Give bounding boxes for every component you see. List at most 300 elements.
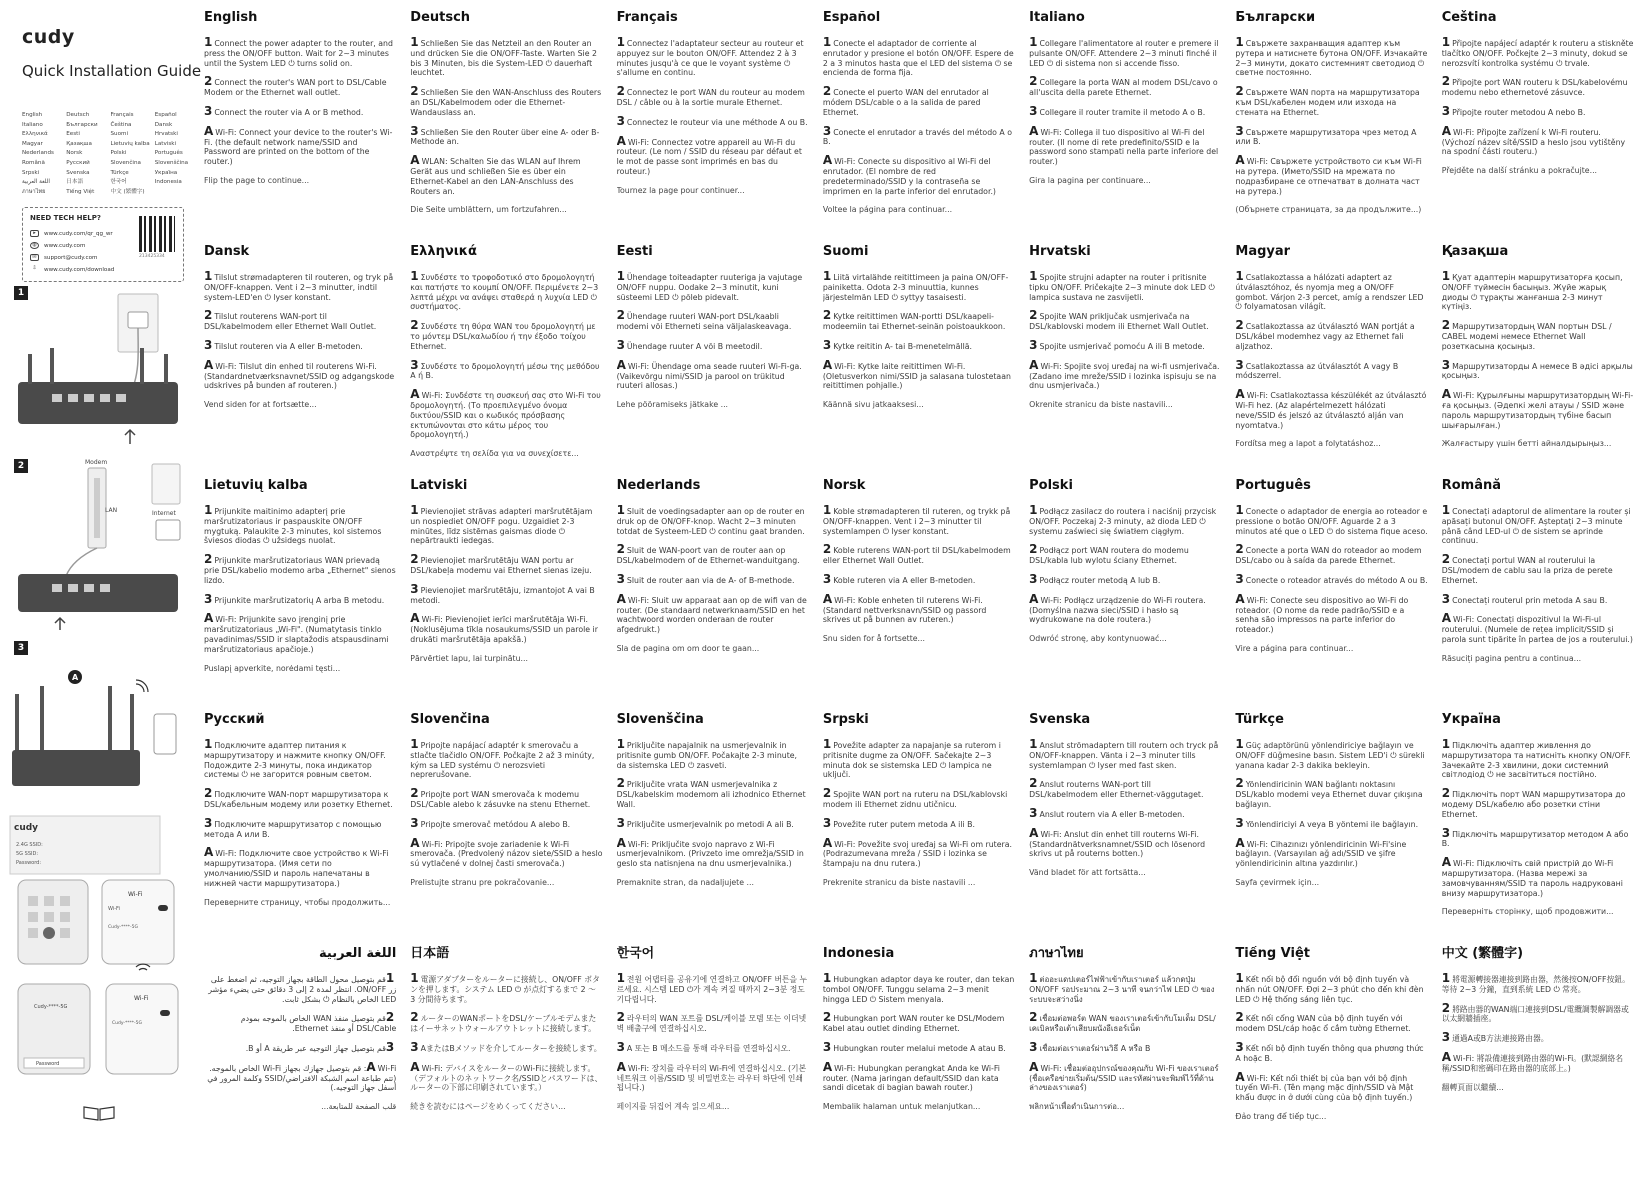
instruction-step [1441, 357, 1634, 382]
language-heading: Български [1235, 10, 1316, 25]
language-section [204, 946, 396, 1180]
instruction-step [616, 542, 809, 566]
step-marker: 3 [1441, 591, 1451, 606]
step-text: Pievienojiet maršrutētāju, izmantojot A vai B metodi. [410, 585, 595, 605]
language-heading: Čeština [1441, 10, 1497, 25]
language-section [617, 712, 809, 946]
instruction-step [410, 611, 602, 644]
step-text: Wi-Fi: 장치를 라우터의 Wi-Fi에 연결하십시오. (기본 네트워크 이름/SSID 및 비밀번호는 라우터 하단에 인쇄됩니다.) [616, 1063, 807, 1093]
instruction-step [410, 1039, 602, 1054]
step-text: Wi-Fi: Connect your device to the router's Wi-Fi. (the default network name/SSID and Password are printed on the bottom of the router.) [204, 127, 393, 167]
language-index-item: Polski [110, 150, 127, 157]
language-section [1029, 10, 1221, 244]
step-text: Wi-Fi: Sluit uw apparaat aan op de wifi van de router. (De standaard netwerknaam/SSID en het wachtwoord worden onderaan de router afgedrukt.) [616, 595, 807, 635]
language-heading: Svenska [1029, 712, 1091, 727]
step-text: Wi-Fi: Pripojte svoje zariadenie k Wi-Fi smerovača. (Predvolený názov siete/SSID a heslo sú vytlačené v dolnej časti smerovača.) [410, 839, 603, 869]
step-text: Pripojte port WAN smerovača k modemu DSL/Cable alebo k zásuvke na stenu Ethernet. [410, 790, 591, 809]
language-index-item: Norsk [66, 150, 83, 157]
instruction-step [616, 776, 809, 809]
step-text: Kết nối bộ đổi nguồn với bộ định tuyến và nhấn nút ON/OFF. Đợi 2~3 phút cho đến khi đèn LED ⏻ Hệ thống sáng liên tục. [1235, 975, 1424, 1004]
language-section [823, 244, 1015, 478]
instruction-step [410, 737, 602, 780]
step-number: 2 [14, 459, 28, 473]
step-text: Conecte el adaptador de corriente al enrutador y presione el botón ON/OFF. Espere de 2 a 3 minutos hasta que el LED del sistema ⏻ se encienda de forma fija. [822, 39, 1014, 78]
instruction-step [204, 737, 396, 780]
language-heading: Latviski [410, 478, 468, 493]
step-marker: 2 [410, 84, 419, 99]
step-marker: 1 [1029, 35, 1038, 49]
language-index-item: Русский [66, 159, 90, 166]
step-text: Wi-Fi: Priključite svojo napravo z Wi-Fi usmerjevalnikom. (Privzeto ime omrežja/SSID in geslo sta natisnjena na dnu usmerjevalnika.) [616, 839, 804, 869]
instruction-step [822, 308, 1015, 332]
continue-note: Lehe pööramiseks jätkake ... [616, 400, 729, 410]
step-text: Schließen Sie den Router über eine A- oder B-Methode an. [410, 127, 600, 147]
instruction-step [616, 308, 809, 332]
instruction-step [1441, 1030, 1634, 1045]
language-section [617, 10, 809, 244]
step-text: Collegare la porta WAN al modem DSL/cavo o all'uscita della parete Ethernet. [1029, 78, 1218, 98]
step-marker: 1 [204, 737, 213, 751]
step-marker: 2 [822, 786, 832, 801]
instruction-step [410, 971, 602, 1004]
step-marker: 1 [822, 971, 832, 985]
language-index-item: اللغة العربية [22, 179, 50, 186]
continue-note: 翻轉頁面以繼續... [1441, 1082, 1504, 1092]
step-text: Schließen Sie den WAN-Anschluss des Routers an DSL/Kabelmodem oder die Ethernet-Wandauslass an. [410, 88, 602, 117]
step-marker: 1 [616, 35, 625, 49]
step-marker: 1 [616, 737, 625, 751]
instruction-step [822, 542, 1015, 566]
instruction-step [616, 357, 809, 391]
step-marker: 2 [1029, 1010, 1038, 1025]
language-section [1442, 478, 1634, 712]
language-heading: Dansk [204, 244, 250, 259]
step-marker: 3 [1029, 1039, 1038, 1054]
language-index-item: Қазақша [66, 140, 92, 147]
instruction-step [204, 1059, 397, 1093]
step-marker: 2 [616, 1010, 625, 1025]
step-marker: A [1441, 1049, 1451, 1064]
language-section [410, 10, 602, 244]
step-text: Подключите WAN-порт маршрутизатора к DSL/кабельным модему или розетку Ethernet. [204, 790, 393, 809]
step-marker: A [1235, 1069, 1245, 1084]
instruction-step [1441, 318, 1634, 351]
step-text: Connect the router's WAN port to DSL/Cable Modem or the Ethernet wall outlet. [204, 78, 387, 98]
language-index-item: Italiano [22, 121, 43, 128]
instruction-step [204, 35, 396, 68]
step-marker: 3 [385, 1039, 395, 1054]
language-section [204, 712, 396, 946]
language-heading: 中文 (繁體字) [1441, 946, 1524, 961]
continue-note: Odwróć stronę, aby kontynuować... [1029, 634, 1167, 644]
label-ssid-24: 2.4G SSID: [16, 842, 43, 848]
step-text: Spojite WAN priključak usmjerivača na DSL/kablovski modem ili Ethernet Wall Outlet. [1029, 312, 1209, 332]
step-marker: A [1235, 835, 1245, 850]
step-text: Priključite napajalnik na usmerjevalnik in pritisnite gumb ON/OFF. Počakajte 2-3 minute, da sistemska LED ⏻ zasveti. [616, 741, 798, 770]
instruction-step [1029, 308, 1221, 332]
step-text: AまたはBメソッドを介してルーターを接続します。 [420, 1043, 602, 1053]
step-marker: 2 [1441, 552, 1451, 567]
step-marker: 2 [410, 318, 419, 333]
cudy-logo: cudy [22, 26, 75, 48]
language-section [617, 244, 809, 478]
instruction-step [1441, 387, 1634, 430]
language-heading: Magyar [1235, 244, 1291, 259]
continue-note: Die Seite umblättern, um fortzufahren... [410, 205, 567, 215]
step-marker: 3 [410, 815, 419, 830]
instruction-step [410, 153, 602, 196]
instruction-step [1029, 591, 1221, 625]
step-marker: 1 [1029, 269, 1038, 283]
language-section [1029, 712, 1221, 946]
step-marker: 3 [1029, 103, 1038, 118]
instruction-step [616, 971, 809, 1004]
step-text: Wi-Fi: Prijunkite savo įrenginį prie maršrutizatoriaus „Wi-Fi". (Numatytasis tinklo pavadinimas/SSID ir slaptažodis atspausdinami maršrutizatoriaus apačioje.) [204, 615, 389, 654]
step-marker: 2 [385, 1010, 395, 1025]
language-section [1235, 244, 1427, 478]
instruction-step [616, 133, 809, 177]
language-index-item: Latviski [154, 140, 177, 147]
step-text: Collegare il router tramite il metodo A o B. [1039, 107, 1206, 117]
language-index-item: Srpski [22, 169, 40, 176]
step-text: Підключіть адаптер живлення до маршрутизатора та натисніть кнопку ON/OFF. Зачекайте 2-3 хвилини, доки системний світлодіод ⏻ не засвітиться постійно. [1441, 741, 1631, 780]
instruction-step [1235, 153, 1427, 196]
step-text: 通過A或B方法連接路由器。 [1452, 1034, 1549, 1044]
step-text: Pievienojiet strāvas adapteri maršrutētājam un nospiediet ON/OFF pogu. Uzgaidiet 2-3 minūtes, līdz sistēmas gaismas diode ⏻ nepārtraukti iedegas. [410, 507, 593, 546]
step-marker: 2 [204, 74, 213, 89]
step-text: Hubungkan adaptor daya ke router, dan tekan tombol ON/OFF. Tunggu selama 2~3 menit hingga LED ⏻ Sistem menyala. [822, 975, 1015, 1004]
language-section [204, 478, 396, 712]
step-marker: 3 [616, 571, 625, 586]
step-marker: 1 [410, 971, 419, 985]
instruction-step [204, 815, 396, 840]
language-heading: Indonesia [822, 946, 895, 961]
step-text: 라우터의 WAN 포트를 DSL/케이블 모뎀 또는 이더넷 벽 배출구에 연결하십시오. [616, 1014, 807, 1034]
step-marker: 3 [410, 357, 419, 372]
step-text: Wi-Fi: Cihazınızı yönlendiricinin Wi-Fi'sine bağlayın. (Varsayılan ağ adı/SSID ve şifre yönlendiricinin altına yazdırılır.) [1235, 839, 1407, 869]
step-text: Conecte el enrutador a través del método A o B. [822, 127, 1012, 147]
step-text: Připojte router metodou A nebo B. [1452, 107, 1586, 117]
guide-title: Quick Installation Guide [22, 62, 202, 80]
step-text: Podłącz port WAN routera do modemu DSL/kabla lub wylotu ściany Ethernet. [1029, 546, 1189, 566]
step-text: 電源アダプターをルーターに接続し、ON/OFF ボタンを押します。システム LED ⏻ が点灯するまで 2 ～ 3 分間待ちます。 [410, 975, 600, 1004]
language-index-item: Türkçe [110, 169, 129, 176]
step-marker: 3 [204, 591, 213, 606]
step-marker: 3 [822, 1039, 832, 1054]
language-section [1442, 946, 1634, 1180]
instruction-step [1235, 815, 1427, 830]
language-heading: Tiếng Việt [1235, 946, 1310, 961]
step-marker: 2 [1029, 776, 1038, 791]
instruction-step [1029, 971, 1221, 1004]
language-index-item: Français [110, 112, 134, 118]
instruction-step [204, 503, 396, 546]
instruction-step [1441, 971, 1634, 995]
step-marker: 2 [822, 308, 832, 323]
instruction-step [1235, 1010, 1427, 1034]
instruction-step [204, 786, 396, 810]
step-marker: 1 [410, 503, 419, 517]
tech-link-row[interactable]: ✉ support@cudy.com [30, 254, 97, 261]
language-heading: Slovenščina [616, 712, 704, 727]
language-section [823, 946, 1015, 1180]
language-index-item: Português [154, 150, 183, 157]
step-marker: A [616, 357, 626, 372]
step-text: ルーターのWANポートをDSL/ケーブルモデムまたはイーサネットウォールアウトレットに接続します。 [410, 1014, 597, 1034]
step-text: Ühendage toiteadapter ruuteriga ja vajutage ON/OFF nuppu. Oodake 2~3 minutit, kuni süsteemi LED ⏻ põleb pidevalt. [616, 273, 803, 302]
instruction-step [1029, 35, 1221, 68]
phone-wifi-title: Wi-Fi [134, 995, 149, 1002]
step-text: A 또는 B 메소드를 통해 라우터를 연결하십시오. [626, 1043, 791, 1053]
step-marker: A [1029, 591, 1039, 606]
step-text: 將路由器的WAN端口連接到DSL/電纜調製解調器或以太網牆插座。 [1441, 1004, 1629, 1024]
instruction-step [410, 318, 602, 351]
language-heading: Norsk [822, 478, 866, 493]
step-marker: A [410, 611, 420, 626]
instruction-step [822, 123, 1015, 148]
step-marker: 2 [822, 84, 832, 99]
step-text: Wi-Fi: Tilslut din enhed til routerens Wi-Fi. (Standardnetværksnavnet/SSID og adgangskode udskrives på bunden af routeren.) [204, 361, 395, 391]
instruction-step [1441, 855, 1634, 898]
language-index-item: Slovenščina [154, 159, 189, 166]
step-marker: 1 [1441, 35, 1451, 49]
step-marker: 2 [1441, 318, 1451, 333]
step-text: Conecte o adaptador de energia ao roteador e pressione o botão ON/OFF. Aguarde 2 a 3 minutos até que o LED ⏻ do sistema fique aceso. [1235, 507, 1428, 536]
step-text: Pievienojiet maršrutētāju WAN portu ar DSL/kabeļa modemu vai Ethernet sienas izeju. [410, 556, 592, 575]
step-marker: 2 [1029, 74, 1038, 89]
language-index-item: Lietuvių kalba [110, 140, 150, 147]
step-text: Свържете маршрутизатора чрез метод A или B. [1235, 127, 1417, 147]
modem-label: Modem [85, 459, 108, 466]
instruction-step [1235, 542, 1427, 566]
step-marker: 2 [1235, 542, 1244, 557]
instruction-step [1029, 103, 1221, 118]
language-section [410, 946, 602, 1180]
language-section [823, 478, 1015, 712]
instruction-step [822, 571, 1015, 586]
instruction-step [410, 786, 602, 810]
instruction-step [616, 1039, 809, 1054]
step-text: Συνδέστε το δρομολογητή μέσω της μεθόδου A ή B. [410, 361, 600, 381]
instruction-step [616, 591, 809, 635]
step-text: Sluit de router aan via de A- of B-methode. [626, 575, 795, 585]
instruction-step [204, 1010, 397, 1034]
label-cudy-logo: cudy [14, 823, 39, 833]
step-text: Connect the router via A or B method. [214, 107, 364, 117]
instruction-step [616, 269, 809, 302]
language-heading: اللغة العربية [319, 946, 397, 961]
wifi-screen-label: Wi-Fi [108, 906, 120, 912]
language-heading: Deutsch [410, 10, 471, 25]
step-marker: 2 [616, 542, 625, 557]
step-text: Wi-Fi: Kết nối thiết bị của bạn với bộ định tuyến Wi-Fi. (Tên mạng mặc định/SSID và Mật khẩu được in ở dưới cùng của bộ định tuyến.) [1235, 1073, 1414, 1103]
continue-note: (Обърнете страницата, за да продължите...) [1235, 205, 1422, 215]
step-marker: A [1441, 387, 1451, 402]
instruction-step [1029, 776, 1221, 800]
instruction-step [1029, 269, 1221, 302]
instruction-step [822, 1010, 1015, 1034]
continue-note: 페이지를 뒤집어 계속 읽으세요... [616, 1102, 730, 1112]
step-marker: A [410, 387, 420, 402]
continue-note: Okrenite stranicu da biste nastavili... [1029, 400, 1173, 410]
step-text: Připojte napájecí adaptér k routeru a stiskněte tlačítko ON/OFF. Počkejte 2~3 minuty, dokud se nerozsvítí kontrolka systému ⏻ trvale. [1441, 39, 1634, 68]
step-text: Collegare l'alimentatore al router e premere il pulsante ON/OFF. Attendere 2~3 minuti finché il LED ⏻ di sistema non si accende fisso. [1029, 39, 1219, 68]
qr-code-number: 213425334 [139, 254, 165, 259]
step-marker: A [822, 153, 833, 168]
instruction-step [822, 84, 1015, 117]
continue-note: Přejděte na další stránku a pokračujte... [1441, 166, 1598, 176]
tech-help-title: NEED TECH HELP? [30, 214, 101, 222]
step-text: Spojite usmjerivač pomoću A ili B metode. [1039, 341, 1205, 351]
language-heading: Українa [1441, 712, 1501, 727]
language-index-item: Nederlands [22, 150, 54, 157]
step-marker: 2 [410, 552, 419, 567]
language-index-item: Ελληνικά [22, 131, 48, 138]
continue-note: Tournez la page pour continuer... [616, 185, 745, 195]
language-section [617, 946, 809, 1180]
step-text: 將電源轉接器連接到路由器，然後按ON/OFF按鈕。等待 2~3 分鐘，直到系統 LED ⏻ 常亮。 [1441, 975, 1630, 994]
step-marker: 2 [1029, 308, 1038, 323]
language-section [1029, 244, 1221, 478]
step-marker: 3 [204, 337, 213, 352]
step-marker: 3 [204, 103, 213, 118]
wifi-network-name: Cudy-****-5G [108, 925, 139, 930]
instruction-step [1029, 1059, 1221, 1093]
step-marker: 1 [822, 503, 832, 517]
instruction-step [204, 74, 396, 98]
language-section [1029, 478, 1221, 712]
language-index-item: Română [22, 159, 45, 166]
step-marker: 1 [1029, 971, 1038, 985]
step-text: Conectați routerul prin metoda A sau B. [1452, 595, 1608, 605]
method-a-badge: A [72, 673, 79, 682]
step-text: قم بتوصيل منفذ WAN الخاص بالموجه بمودم DSL/Cable أو منفذ Ethernet. [240, 1014, 397, 1034]
language-heading: Français [616, 10, 678, 25]
instruction-step [616, 503, 809, 536]
language-section [204, 10, 396, 244]
instruction-step [204, 845, 396, 888]
language-index-item: Tiếng Việt [66, 188, 95, 195]
language-index-item: Deutsch [66, 112, 90, 118]
instruction-step [204, 103, 396, 118]
continue-note: Sla de pagina om om door te gaan... [616, 643, 760, 653]
step-marker: A [822, 835, 833, 850]
step-text: Wi-Fi: Pievienojiet ierīci maršrutētāja Wi-Fi. (Noklusējuma tīkla nosaukums/SSID un parole ir drukāti maršrutētāja apakšā.) [410, 615, 598, 644]
step-text: Свържете WAN порта на маршрутизатора към DSL/кабелен модем или изхода на стената на Ethernet. [1235, 88, 1420, 117]
step-marker: A [616, 1059, 626, 1074]
instruction-step [822, 835, 1015, 869]
instruction-step [616, 571, 809, 586]
step-text: Wi-Fi: Spojite svoj uređaj na wi-fi usmjerivača. (Zadano ime mreže/SSID i lozinka ispisuju se na dnu usmjerivača.) [1029, 361, 1220, 391]
instruction-step [410, 84, 602, 117]
continue-note: Voltee la página para continuar... [822, 205, 953, 215]
instruction-step [822, 357, 1015, 391]
continue-note: Flip the page to continue... [204, 175, 310, 185]
language-heading: Português [1235, 478, 1311, 493]
language-heading: Русский [204, 712, 265, 727]
step-marker: A [822, 591, 833, 606]
step-marker: 3 [616, 1039, 625, 1054]
continue-note: Переверните страницу, чтобы продолжить... [204, 897, 391, 907]
instruction-step [1235, 35, 1428, 78]
step-text: Wi-Fi: Hubungkan perangkat Anda ke Wi-Fi router. (Nama jaringan default/SSID dan kata sandi dicetak di bagian bawah router.) [822, 1063, 1000, 1093]
language-heading: Polski [1029, 478, 1073, 493]
step-marker: 1 [1029, 737, 1038, 751]
continue-note: Sayfa çevirmek için... [1235, 877, 1320, 887]
step-marker: 2 [410, 1010, 419, 1025]
language-heading: Türkçe [1235, 712, 1284, 727]
step-text: Yönlendiricinin WAN bağlantı noktasını DSL/kablo modemi veya Ethernet duvar çıkışına bağlayın. [1235, 780, 1423, 809]
language-heading: Hrvatski [1029, 244, 1091, 259]
step-text: Wi-Fi: Kytke laite reitittimen Wi-Fi. (Oletusverkon nimi/SSID ja salasana tulostetaan reitittimen pohjalle.) [822, 361, 1011, 391]
step-text: Anslut routern via A eller B-metoden. [1039, 809, 1185, 819]
step-marker: 3 [822, 123, 832, 138]
step-marker: 1 [410, 269, 419, 283]
step-marker: 3 [616, 815, 625, 830]
step-text: Connectez l'adaptateur secteur au routeur et appuyez sur le bouton ON/OFF. Attendez 2 à 3 minutes jusqu'à ce que le voyant système ⏻ s'allume en continu. [616, 39, 804, 78]
language-index-item: Български [66, 121, 98, 128]
step-text: Wi-Fi: Collega il tuo dispositivo al Wi-Fi del router. (Il nome di rete predefinito/SSID e la password sono stampati nella parte inferiore del router.) [1029, 127, 1219, 167]
step-text: Подключите маршрутизатор с помощью метода A или B. [204, 819, 382, 839]
instruction-step [204, 123, 396, 167]
step-marker: 1 [1441, 971, 1451, 985]
step-marker: A [204, 845, 214, 860]
instruction-step [204, 337, 396, 352]
continue-note: Snu siden for å fortsette... [822, 634, 925, 644]
language-index-item: Čeština [110, 121, 132, 128]
step-marker: A [410, 1059, 420, 1074]
step-text: Συνδέστε τη θύρα WAN του δρομολογητή με το μόντεμ DSL/καλωδίου ή την έξοδο τοίχου Ethernet. [410, 322, 596, 351]
step-text: قم بتوصيل جهاز التوجيه عبر طريقة A أو B. [245, 1043, 386, 1053]
continue-note: قلب الصفحة للمتابعة... [321, 1102, 397, 1112]
instruction-step [1235, 835, 1427, 869]
tech-link-row[interactable]: ◍ www.cudy.com [30, 242, 85, 249]
language-heading: Română [1441, 478, 1501, 493]
left-panel [0, 0, 200, 1191]
instruction-step [822, 786, 1015, 810]
phone-password-field: Password [36, 1061, 60, 1067]
tech-link-row[interactable]: ⇩ www.cudy.com/download [30, 266, 114, 273]
step-marker: 3 [1441, 825, 1451, 840]
step-marker: 3 [1441, 103, 1451, 118]
step-marker: 2 [1235, 318, 1244, 333]
language-index [22, 111, 197, 196]
step-marker: 1 [1235, 503, 1244, 517]
instruction-step [1235, 84, 1427, 117]
continue-note: Käännä sivu jatkaaksesi... [822, 400, 924, 410]
continue-note: Puslapį apverkite, norėdami tęsti... [204, 663, 341, 673]
instruction-step [1441, 35, 1634, 68]
step-text: ต่ออะแดปเตอร์ไฟฟ้าเข้ากับเราเตอร์ แล้วกดปุ่ม ON/OFF รอประมาณ 2~3 นาที จนกว่าไฟ LED ⏻ ของระบบจะสว่างนิ่ง [1029, 975, 1215, 1004]
continue-note: Fordítsa meg a lapot a folytatáshoz... [1235, 439, 1381, 449]
step-text: Kytke reitittimen WAN-portti DSL/kaapeli-modeemiin tai Ethernet-seinän poistoaukkoon. [822, 312, 1006, 332]
step-marker: 2 [1235, 84, 1244, 99]
instruction-step [1235, 1039, 1427, 1064]
instruction-step [616, 815, 809, 830]
step-text: Wi-Fi: Свържете устройството си към Wi-Fi на рутера. (Името/SSID на мрежата по подразбиране се отпечатват в долната част на рутера.) [1235, 157, 1422, 196]
instruction-step [616, 835, 809, 869]
instruction-step [410, 269, 602, 312]
tech-link-row[interactable]: ▸ www.cudy.com/qr_qg_wr [30, 230, 113, 237]
language-heading: English [204, 10, 258, 25]
step-marker: 3 [1441, 1030, 1451, 1045]
instruction-step [616, 113, 809, 128]
step-text: Conectați adaptorul de alimentare la router și apăsați butonul ON/OFF. Așteptați 2~3 minute până când LED-ul ⏻ de sistem se aprinde continuu. [1441, 507, 1631, 546]
video-icon: ▸ [30, 230, 39, 237]
instruction-step [410, 123, 602, 148]
tech-help-box [22, 207, 184, 282]
step-text: Ühendage ruuteri WAN-port DSL/kaabli modemi või Etherneti seina väljalaskeavaga. [616, 312, 792, 332]
